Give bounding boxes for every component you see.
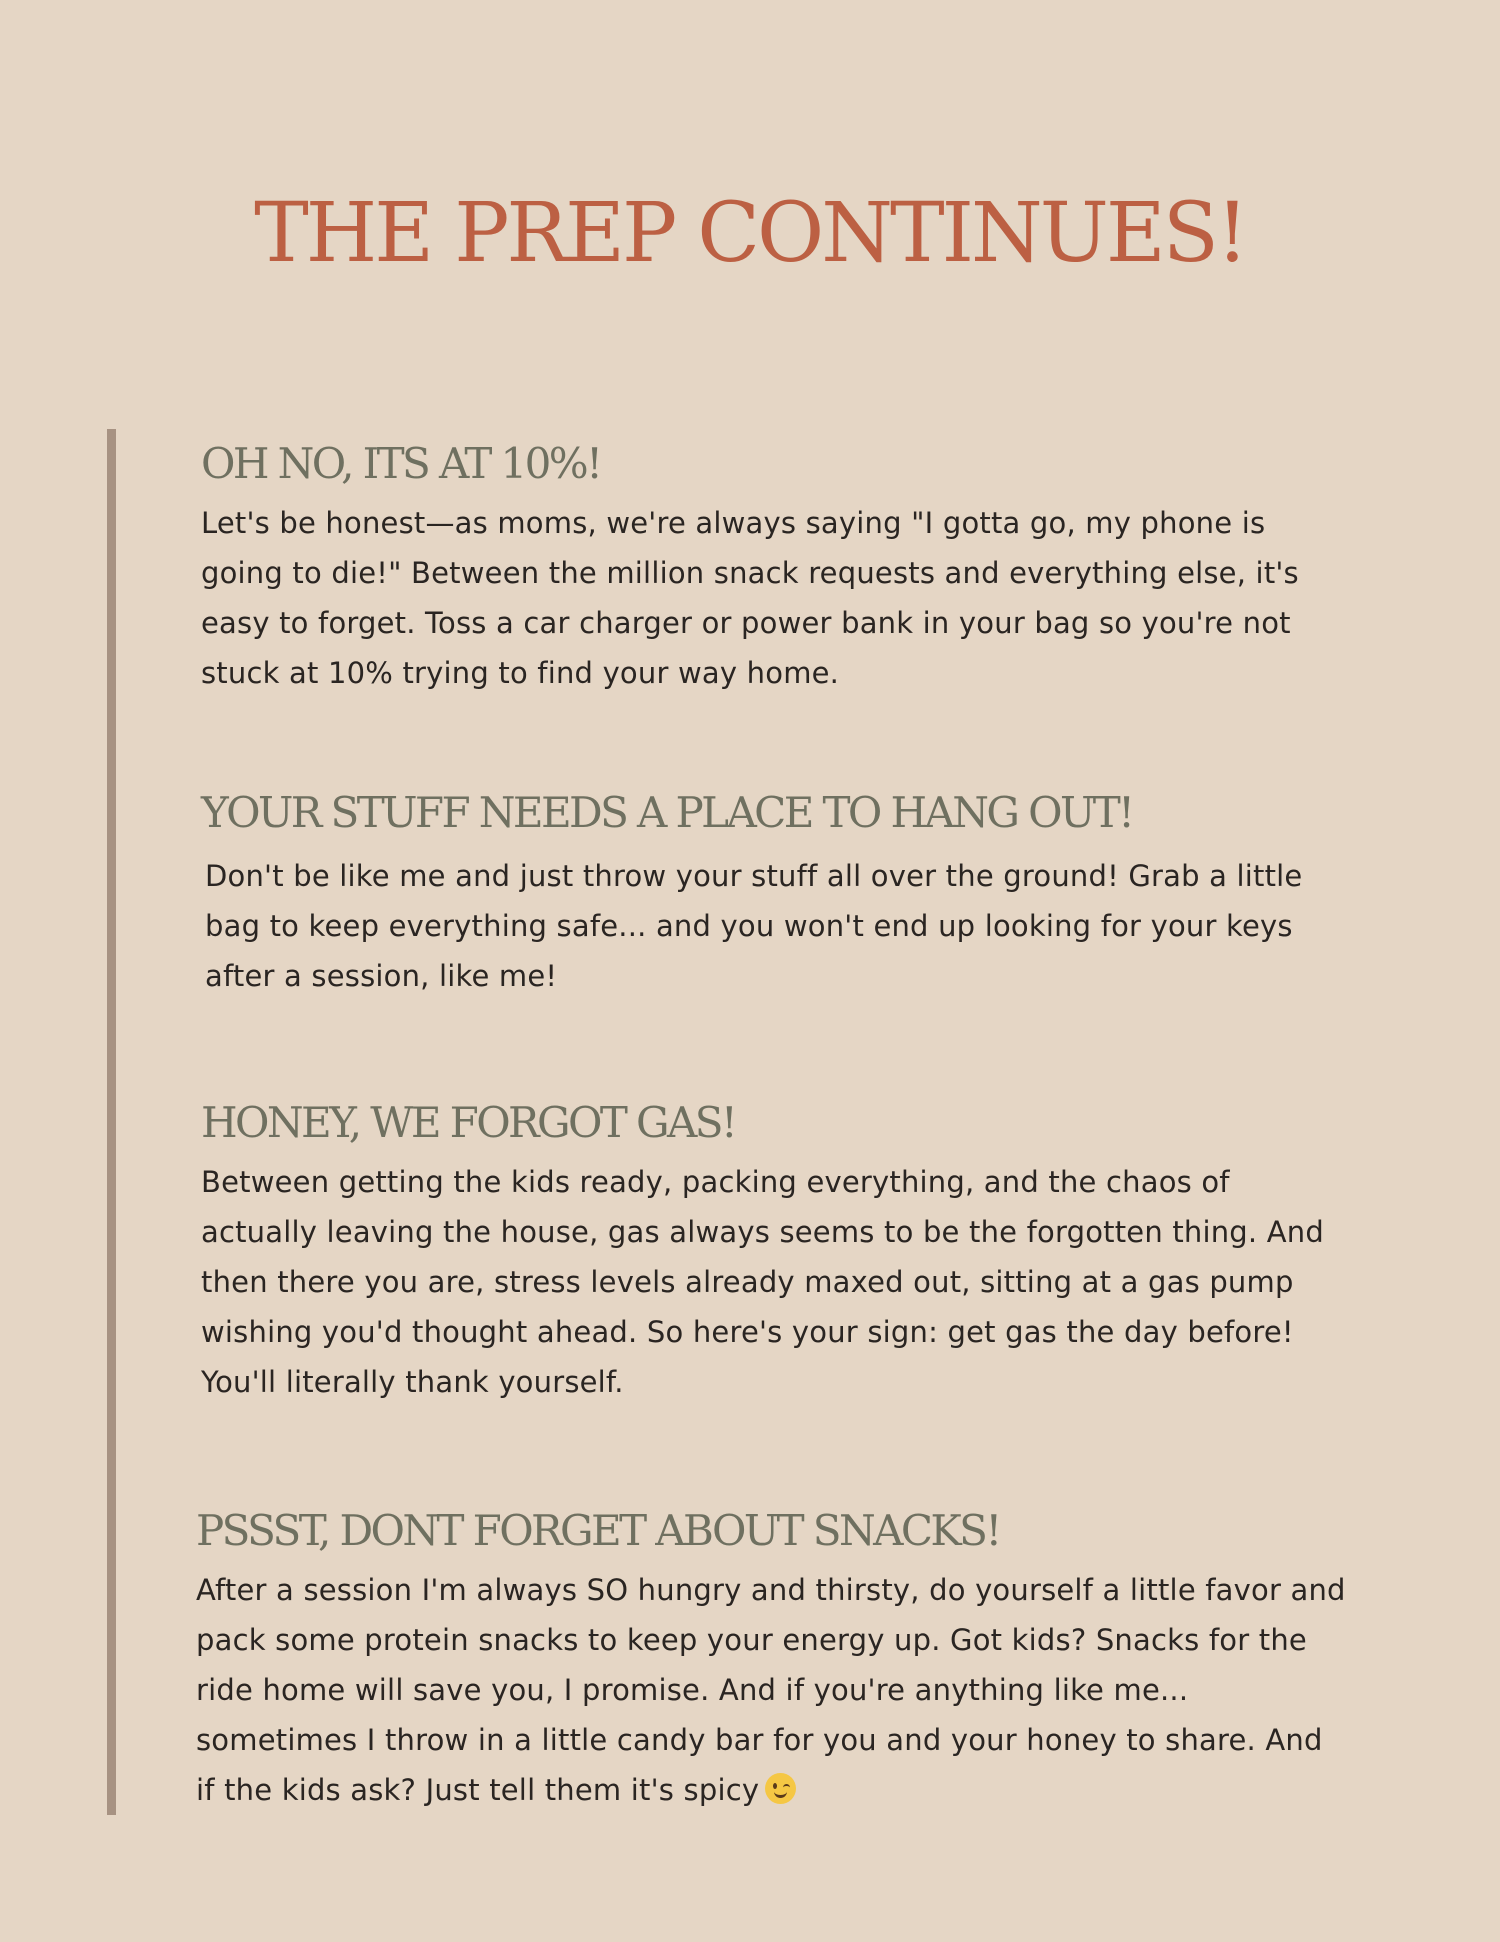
section-heading: YOUR STUFF NEEDS A PLACE TO HANG OUT! xyxy=(201,788,1133,837)
section-body-text: After a session I'm always SO hungry and thirsty, do yourself a little favor and pack some protein snacks to keep your energy up. Got kids? Snacks for the ride home will save you, I promise. And if you're anything like me... sometimes I throw in a little candy bar for you and your honey to share. And if the kids ask? Just tell them it's spicy xyxy=(196,1573,1346,1807)
section-body xyxy=(196,1565,1346,1815)
section-body: Between getting the kids ready, packing everything, and the chaos of actually leaving the house, gas always seems to be the forgotten thing. And then there you are, stress levels already maxed out, sitting at a gas pump wishing you'd thought ahead. So here's your sign: get gas the day before! You'll literally thank yourself. xyxy=(201,1165,1324,1399)
section-snacks xyxy=(196,1503,1356,1815)
section-heading: PSSST, DONT FORGET ABOUT SNACKS! xyxy=(196,1506,1000,1555)
section-stuff-bag xyxy=(201,785,1341,1001)
section-phone-charger xyxy=(201,436,1341,698)
section-gas xyxy=(201,1095,1351,1407)
section-heading: HONEY, WE FORGOT GAS! xyxy=(201,1098,736,1147)
accent-bar xyxy=(107,429,116,1815)
section-body: Let's be honest—as moms, we're always saying "I gotta go, my phone is going to die!" Between the million snack requests and everything else, it's easy to forget. Toss a car charger or power bank in your bag so you're not stuck at 10% trying to find your way home. xyxy=(201,506,1299,690)
winking-face-icon xyxy=(765,1773,796,1804)
page-title: THE PREP CONTINUES! xyxy=(254,186,1246,281)
section-body: Don't be like me and just throw your stuff all over the ground! Grab a little bag to keep everything safe... and you won't end up looking for your keys after a session, like me! xyxy=(205,859,1303,993)
section-heading: OH NO, ITS AT 10%! xyxy=(201,439,601,488)
